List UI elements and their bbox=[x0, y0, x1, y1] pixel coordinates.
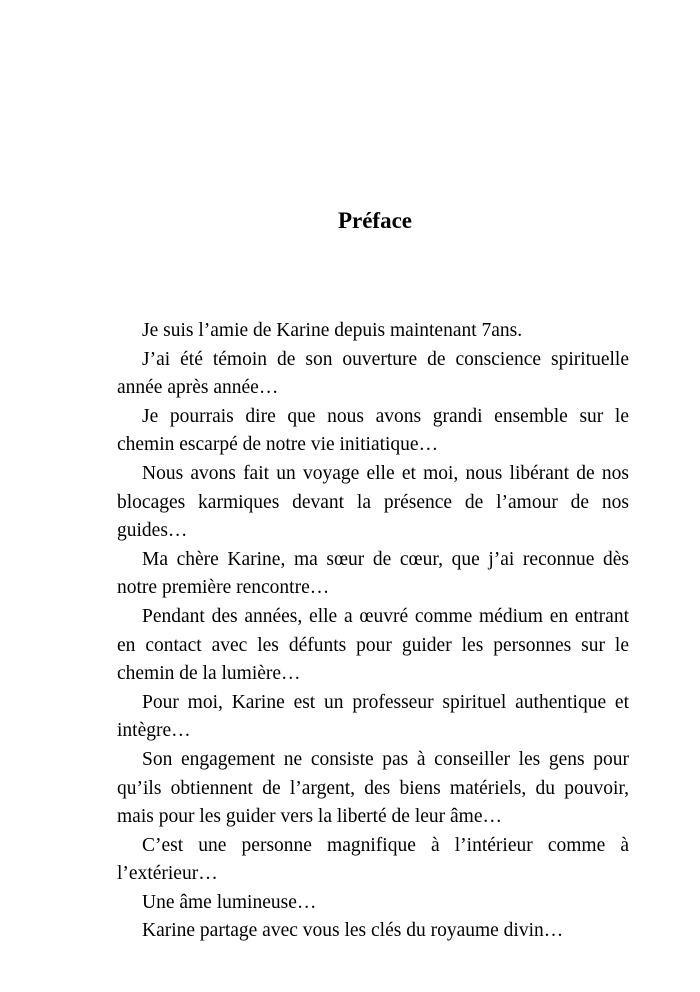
paragraph: C’est une personne magnifique à l’intérieur comme à l’extérieur… bbox=[117, 834, 629, 885]
paragraph: Pour moi, Karine est un professeur spirituel authentique et intègre… bbox=[117, 691, 629, 742]
paragraph: Je pourrais dire que nous avons grandi ensemble sur le chemin escarpé de notre vie initiatique… bbox=[117, 405, 629, 456]
preface-body bbox=[117, 317, 629, 946]
paragraph: J’ai été témoin de son ouverture de conscience spirituelle année après année… bbox=[117, 348, 629, 399]
paragraph: Ma chère Karine, ma sœur de cœur, que j’ai reconnue dès notre première rencontre… bbox=[117, 548, 629, 599]
paragraph: Une âme lumineuse… bbox=[142, 891, 317, 913]
paragraph: Pendant des années, elle a œuvré comme médium en entrant en contact avec les défunts pour guider les personnes sur le chemin de la lumière… bbox=[117, 605, 629, 685]
page-title: Préface bbox=[337, 208, 413, 233]
paragraph: Je suis l’amie de Karine depuis maintenant 7ans. bbox=[142, 320, 523, 341]
paragraph: Karine partage avec vous les clés du royaume divin… bbox=[142, 920, 564, 942]
paragraph: Son engagement ne consiste pas à conseiller les gens pour qu’ils obtiennent de l’argent, des biens matériels, du pouvoir, mais pour les guider vers la liberté de leur âme… bbox=[117, 748, 629, 828]
paragraph: Nous avons fait un voyage elle et moi, nous libérant de nos blocages karmiques devant la présence de l’amour de nos guides… bbox=[117, 462, 629, 542]
